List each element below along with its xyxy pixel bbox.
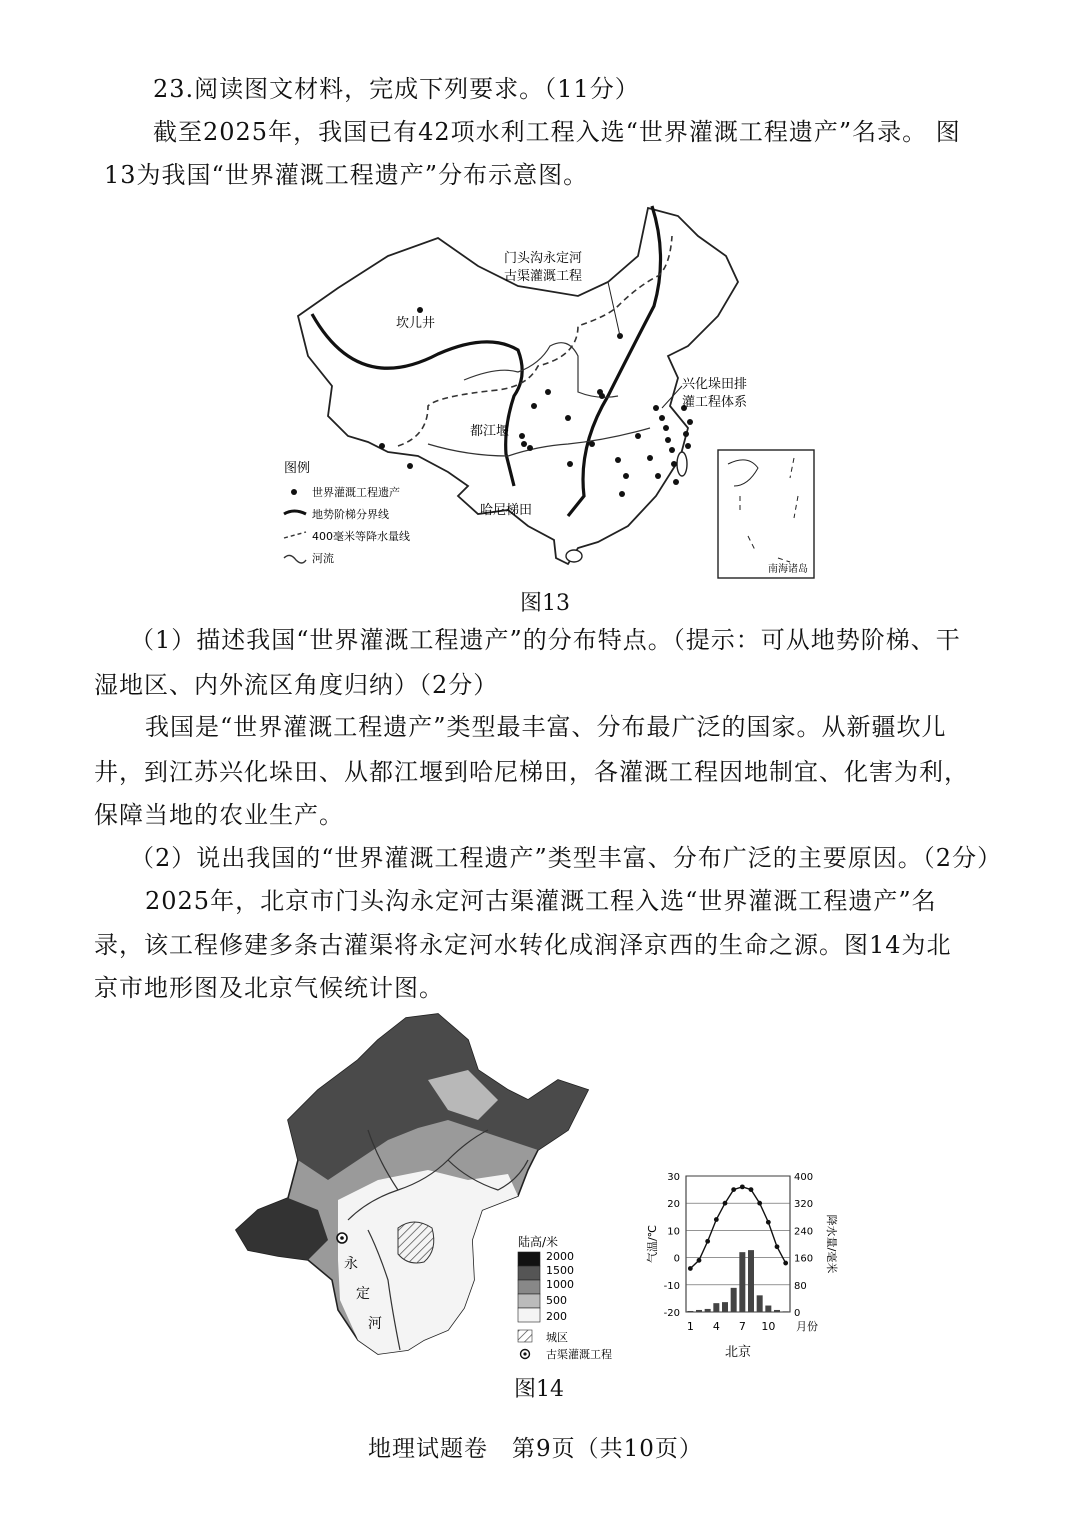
beijing-climate-chart xyxy=(638,1164,838,1364)
label-dujiangyan: 都江堰 xyxy=(470,424,510,439)
para2-line-3: 保障当地的农业生产。 xyxy=(94,801,344,829)
legend-river: 河流 xyxy=(312,552,334,565)
month-tick-label: 4 xyxy=(712,1320,720,1333)
temp-tick-label: 0 xyxy=(673,1253,680,1265)
fig14-caption: 图14 xyxy=(514,1377,564,1402)
label-xinghua-1: 兴化垛田排 xyxy=(682,377,748,392)
chart-title: 北京 xyxy=(724,1345,752,1360)
para2-line-2: 井，到江苏兴化垛田、从都江堰到哈尼梯田，各灌溉工程因地制宜、化害为利， xyxy=(94,758,969,786)
label-mentougou-1: 门头沟永定河 xyxy=(504,251,583,266)
para3-line-2: 录，该工程修建多条古灌渠将永定河水转化成润泽京西的生命之源。图14为北 xyxy=(94,931,952,959)
page-footer: 地理试题卷 第9页（共10页） xyxy=(368,1436,703,1462)
precip-bar xyxy=(757,1295,763,1312)
fig14-legend xyxy=(518,1234,612,1361)
precip-tick-label: 240 xyxy=(794,1226,814,1238)
plain-area xyxy=(338,1170,518,1354)
temp-point xyxy=(766,1220,771,1225)
precip-bar xyxy=(713,1303,719,1312)
river-label-2: 定 xyxy=(356,1286,370,1302)
intro-line-1: 截至2025年，我国已有42项水利工程入选“世界灌溉工程遗产”名录。 图 xyxy=(153,118,961,146)
temp-tick-label: 30 xyxy=(667,1172,680,1183)
intro-line-2: 13为我国“世界灌溉工程遗产”分布示意图。 xyxy=(104,161,589,189)
precip-bar xyxy=(774,1310,780,1312)
precip-bar xyxy=(748,1250,754,1312)
legend-step-line: 地势阶梯分界线 xyxy=(312,508,389,521)
precip-bar xyxy=(687,1311,693,1312)
label-hani: 哈尼梯田 xyxy=(480,503,533,518)
temp-point xyxy=(723,1201,728,1206)
temp-point xyxy=(731,1187,736,1192)
temp-point xyxy=(775,1244,780,1249)
para2-line-1: 我国是“世界灌溉工程遗产”类型最丰富、分布最广泛的国家。从新疆坎儿 xyxy=(145,713,947,741)
precip-bar xyxy=(705,1309,711,1312)
temp-tick-label: 20 xyxy=(667,1199,680,1211)
legend-title: 图例 xyxy=(284,461,311,476)
beijing-terrain-map xyxy=(228,1010,648,1370)
legend-isohyet: 400毫米等降水量线 xyxy=(312,530,410,543)
fig13-legend xyxy=(284,461,410,565)
temp-tick-label: -10 xyxy=(663,1280,680,1292)
q1-line-2: 湿地区、内外流区角度归纳）（2分） xyxy=(94,671,499,699)
legend-heritage: 世界灌溉工程遗产 xyxy=(312,486,400,499)
urban-legend-icon xyxy=(518,1330,532,1342)
para3-line-1: 2025年，北京市门头沟永定河古渠灌溉工程入选“世界灌溉工程遗产”名 xyxy=(145,887,937,915)
temp-point xyxy=(740,1184,745,1189)
q1-line-1: （1）描述我国“世界灌溉工程遗产”的分布特点。（提示：可从地势阶梯、干 xyxy=(130,626,961,654)
precip-tick-label: 160 xyxy=(794,1253,814,1265)
precip-bar xyxy=(783,1311,789,1312)
elev-legend-title: 陆高/米 xyxy=(518,1235,559,1249)
temp-point xyxy=(688,1266,693,1271)
south-sea-inset xyxy=(718,450,814,578)
fig13-caption: 图13 xyxy=(520,591,570,616)
month-tick-label: 10 xyxy=(761,1320,776,1333)
precip-bar xyxy=(722,1302,728,1312)
precip-tick-label: 400 xyxy=(794,1172,814,1183)
river-label-1: 永 xyxy=(344,1256,358,1272)
temp-point xyxy=(714,1217,719,1222)
elev-500: 500 xyxy=(546,1294,567,1307)
temp-point xyxy=(697,1258,702,1263)
precip-axis-label: 降水量/毫米 xyxy=(825,1214,838,1274)
china-irrigation-map xyxy=(278,196,818,582)
month-tick-label: 7 xyxy=(738,1320,746,1333)
q2-line-1: （2）说出我国的“世界灌溉工程遗产”类型丰富、分布广泛的主要原因。（2分） xyxy=(130,844,1003,872)
legend-urban: 城区 xyxy=(546,1331,568,1344)
climate-plot-area xyxy=(645,1172,838,1360)
x-axis-label: 月份 xyxy=(796,1320,818,1333)
elev-2000: 2000 xyxy=(546,1250,574,1263)
urban-area xyxy=(398,1222,434,1263)
precip-tick-label: 80 xyxy=(794,1280,807,1292)
elev-1500: 1500 xyxy=(546,1264,574,1277)
label-mentougou-2: 古渠灌溉工程 xyxy=(504,269,583,284)
temp-line xyxy=(690,1187,785,1269)
elev-1000: 1000 xyxy=(546,1278,574,1291)
precip-bar xyxy=(696,1310,702,1312)
plot-frame xyxy=(686,1176,790,1312)
taiwan-island xyxy=(677,452,687,476)
label-kaner: 坎儿井 xyxy=(396,316,436,331)
precip-bar xyxy=(765,1306,771,1312)
temp-axis-label: 气温/℃ xyxy=(646,1224,659,1264)
month-tick-label: 1 xyxy=(686,1320,694,1333)
temp-tick-label: 10 xyxy=(667,1226,680,1238)
label-xinghua-2: 灌工程体系 xyxy=(682,395,748,410)
elev-200: 200 xyxy=(546,1310,567,1323)
label-south-sea: 南海诸岛 xyxy=(768,564,808,575)
question-title: 23.阅读图文材料，完成下列要求。（11分） xyxy=(153,75,640,103)
temp-tick-label: -20 xyxy=(663,1308,680,1319)
precip-bar xyxy=(731,1288,737,1312)
temp-point xyxy=(757,1201,762,1206)
temp-point xyxy=(749,1187,754,1192)
temp-point xyxy=(705,1239,710,1244)
precip-bar xyxy=(739,1252,745,1312)
para3-line-3: 京市地形图及北京气候统计图。 xyxy=(94,974,444,1002)
legend-canal: 古渠灌溉工程 xyxy=(546,1348,612,1361)
precip-tick-label: 0 xyxy=(794,1308,801,1319)
river-label-3: 河 xyxy=(368,1316,382,1332)
hainan-island xyxy=(566,550,582,562)
temp-point xyxy=(783,1261,788,1266)
precip-tick-label: 320 xyxy=(794,1199,814,1211)
